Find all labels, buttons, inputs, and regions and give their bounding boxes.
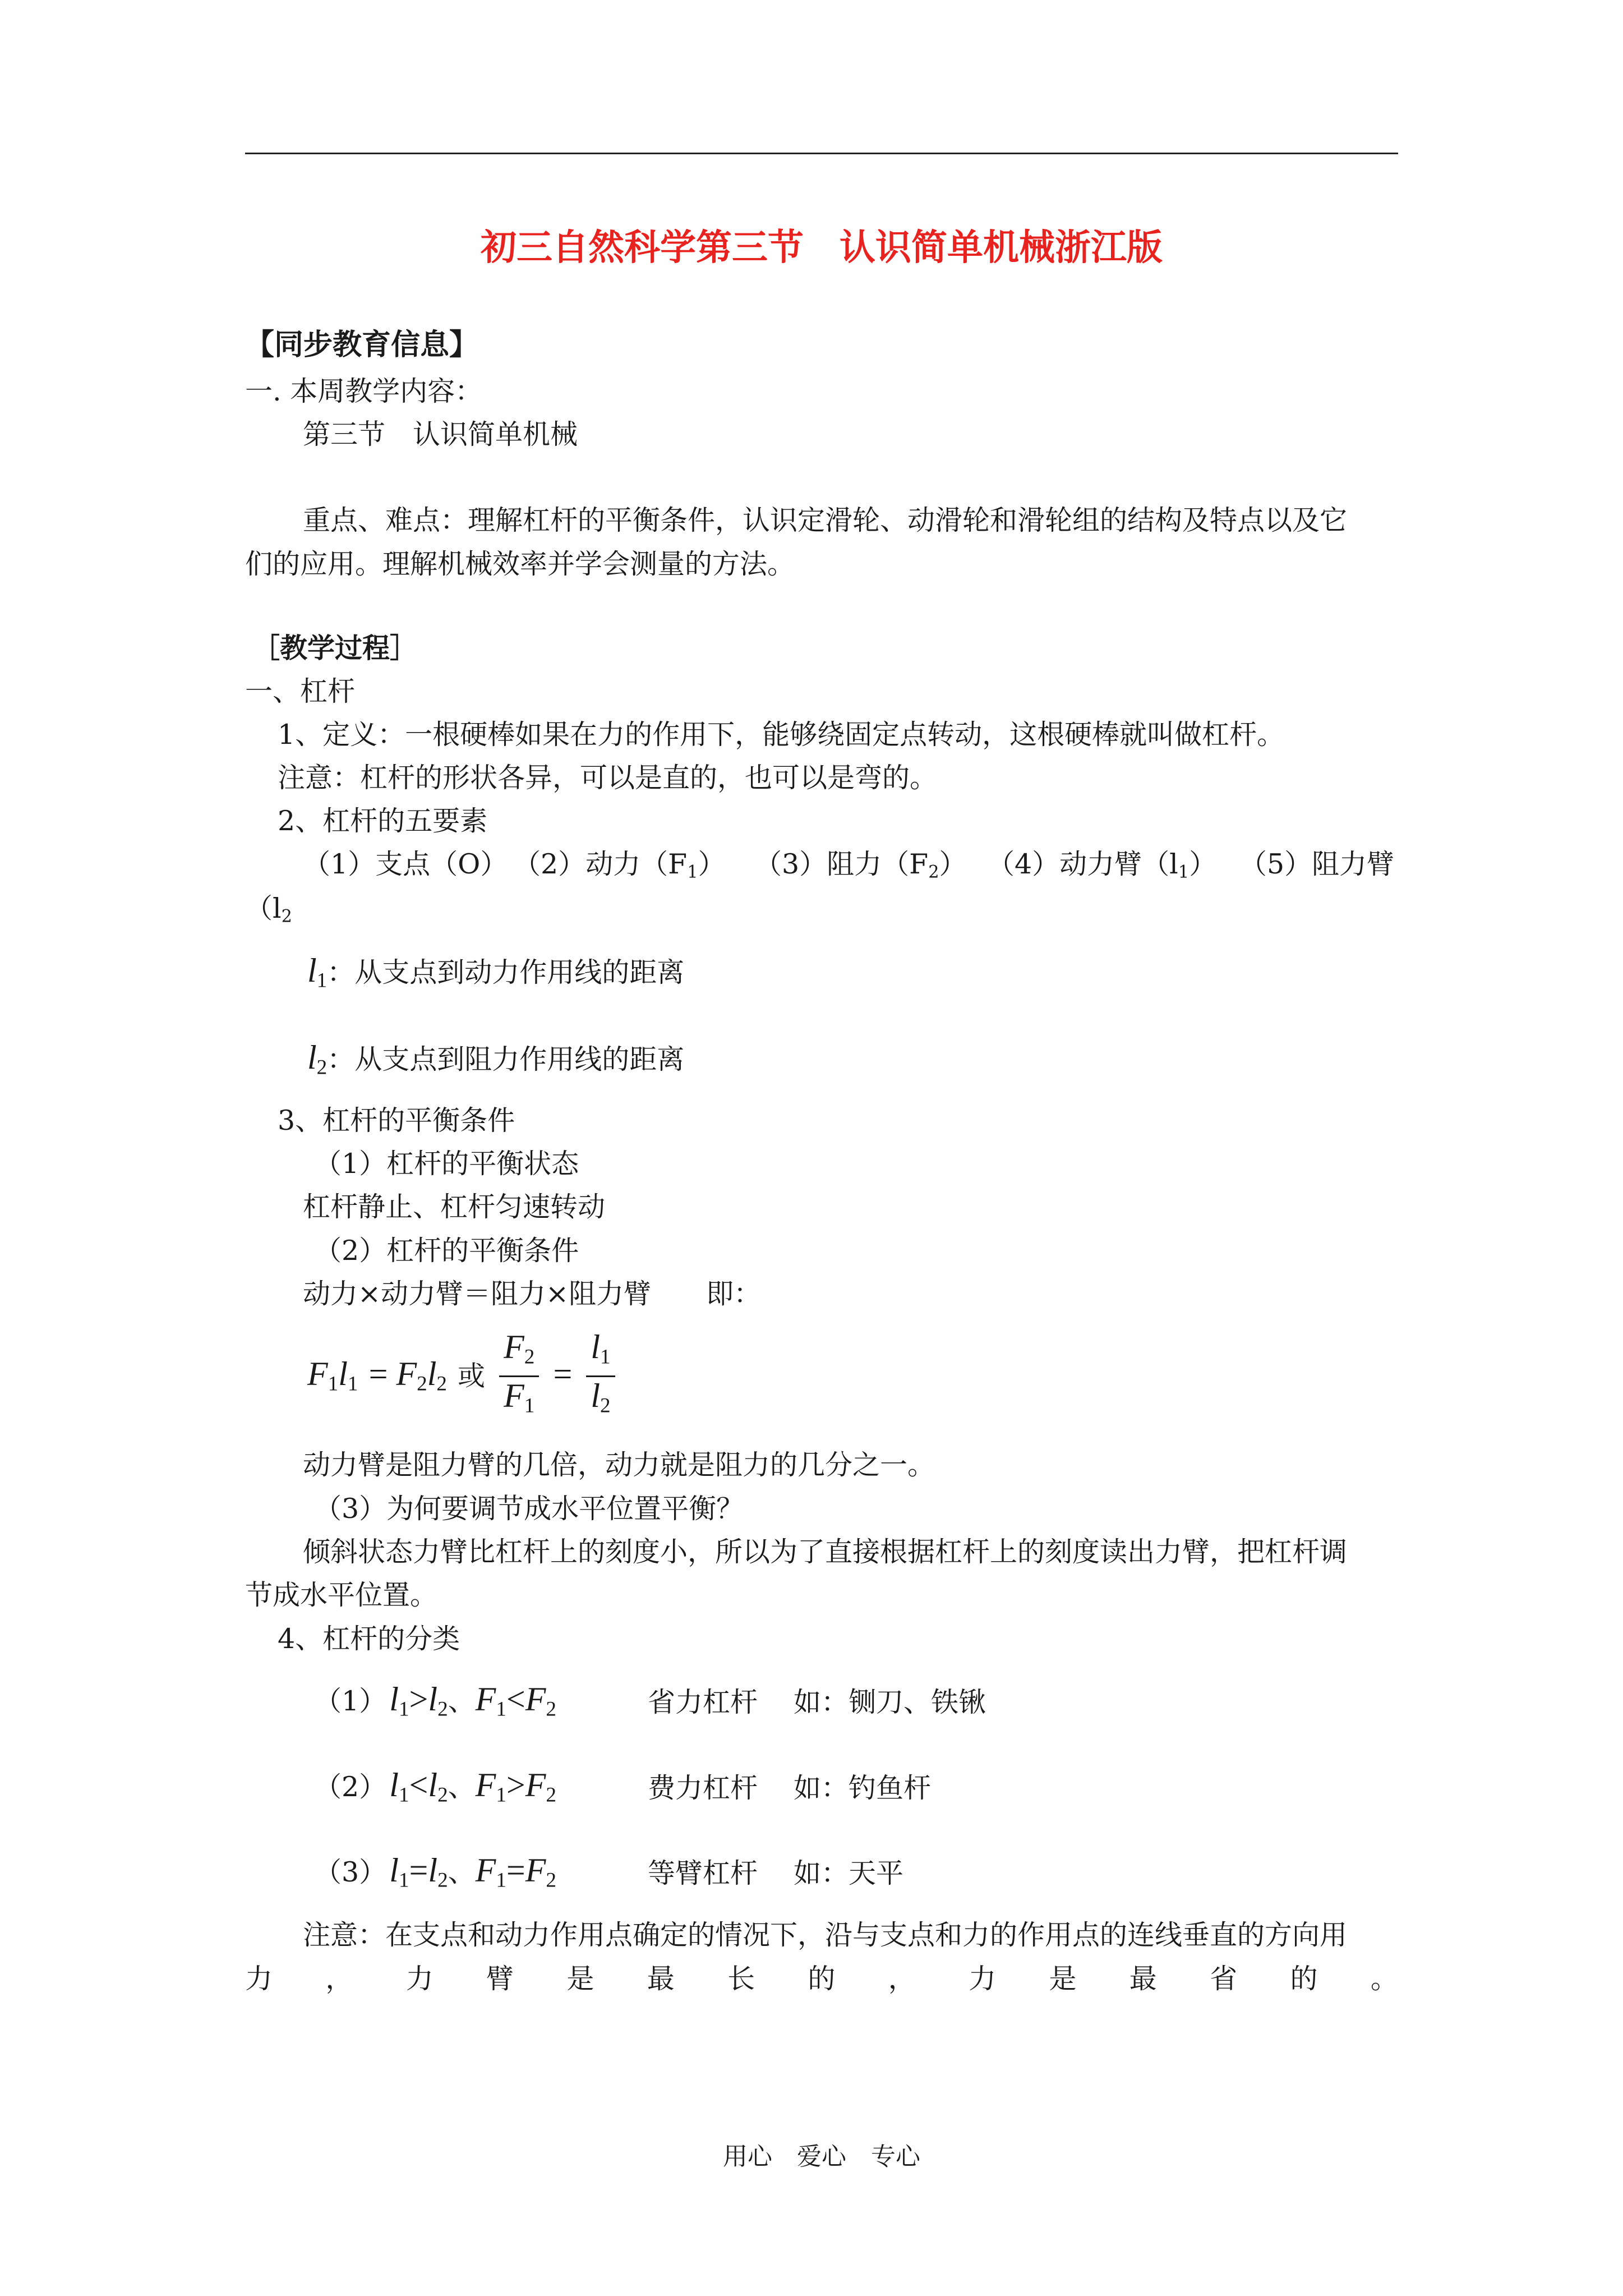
balance-formula: $F_1l_1 = F_2l_2$ 或 $\frac{F_2}{F_1}$ = $\frac{l_1}{l_2}$ <box>307 1328 619 1425</box>
page-footer: 用心 爱心 专心 <box>723 2142 920 2171</box>
element-load-arm: （5）阻力臂 <box>1239 848 1395 880</box>
l1-definition: $l_1$：从支点到动力作用线的距离 <box>307 952 685 992</box>
l2-definition: $l_2$：从支点到阻力作用线的距离 <box>307 1039 685 1079</box>
element-load-arm-cont: （$l_2$ <box>245 892 292 927</box>
element-effort: （2）动力$(F_1)$ <box>513 848 726 882</box>
class-row: （1） $l_1>l_2$、$F_1<F_2$ <box>314 1681 557 1721</box>
class-row: （2） $l_1<l_2$、$F_1>F_2$ <box>314 1766 557 1807</box>
why-line-2: 节成水平位置。 <box>245 1579 438 1611</box>
balance-state-heading: （1）杠杆的平衡状态 <box>314 1148 579 1180</box>
balance-heading: 3、杠杆的平衡条件 <box>278 1105 515 1137</box>
why-horizontal-heading: （3）为何要调节成水平位置平衡？ <box>314 1493 744 1525</box>
why-line-1: 倾斜状态力臂比杠杆上的刻度小，所以为了直接根据杠杆上的刻度读出力臂，把杠杆调 <box>303 1536 1348 1568</box>
class-example: 如：天平 <box>794 1857 904 1889</box>
definition: 1、定义：一根硬棒如果在力的作用下，能够绕固定点转动，这根硬棒就叫做杠杆。 <box>278 719 1285 751</box>
element-effort-arm: （4）动力臂$(l_1)$ <box>987 848 1217 882</box>
section-name: 第三节 认识简单机械 <box>303 418 578 450</box>
final-note-line-2: 力 ， 力 臂 是 最 长 的 ， 力 是 最 省 的 。 <box>245 1963 1398 1995</box>
class-example: 如：钓鱼杆 <box>794 1772 932 1804</box>
key-points-line-2: 们的应用。理解机械效率并学会测量的方法。 <box>245 548 795 580</box>
class-type: 费力杠杆 <box>648 1772 758 1804</box>
balance-state: 杠杆静止、杠杆匀速转动 <box>303 1191 606 1223</box>
header-rule <box>245 153 1398 154</box>
element-fulcrum: （1）支点（O） <box>303 848 508 880</box>
key-points-line-1: 重点、难点：理解杠杆的平衡条件，认识定滑轮、动滑轮和滑轮组的结构及特点以及它 <box>303 504 1348 536</box>
class-type: 等臂杠杆 <box>648 1857 758 1889</box>
sync-info-heading: 【同步教育信息】 <box>245 328 479 362</box>
process-heading: ［教学过程］ <box>252 632 418 664</box>
class-example: 如：铡刀、铁锹 <box>794 1686 986 1718</box>
page-title: 初三自然科学第三节 认识简单机械浙江版 <box>481 227 1163 269</box>
class-type: 省力杠杆 <box>648 1686 758 1718</box>
lever-heading: 一、杠杆 <box>245 675 356 707</box>
multiple-text: 动力臂是阻力臂的几倍，动力就是阻力的几分之一。 <box>303 1449 935 1481</box>
class-row: （3） $l_1=l_2$、$F_1=F_2$ <box>314 1852 557 1892</box>
note-shape: 注意：杠杆的形状各异，可以是直的，也可以是弯的。 <box>278 762 938 794</box>
five-elements-heading: 2、杠杆的五要素 <box>278 805 488 837</box>
element-load: （3）阻力$(F_2)$ <box>754 848 967 882</box>
week-content-label: 一. 本周教学内容： <box>245 375 483 407</box>
classification-heading: 4、杠杆的分类 <box>278 1623 460 1655</box>
final-note-line-1: 注意：在支点和动力作用点确定的情况下，沿与支点和力的作用点的连线垂直的方向用 <box>303 1919 1348 1951</box>
balance-formula-text: 动力×动力臂＝阻力×阻力臂 即： <box>303 1278 762 1310</box>
balance-condition-heading: （2）杠杆的平衡条件 <box>314 1235 579 1267</box>
